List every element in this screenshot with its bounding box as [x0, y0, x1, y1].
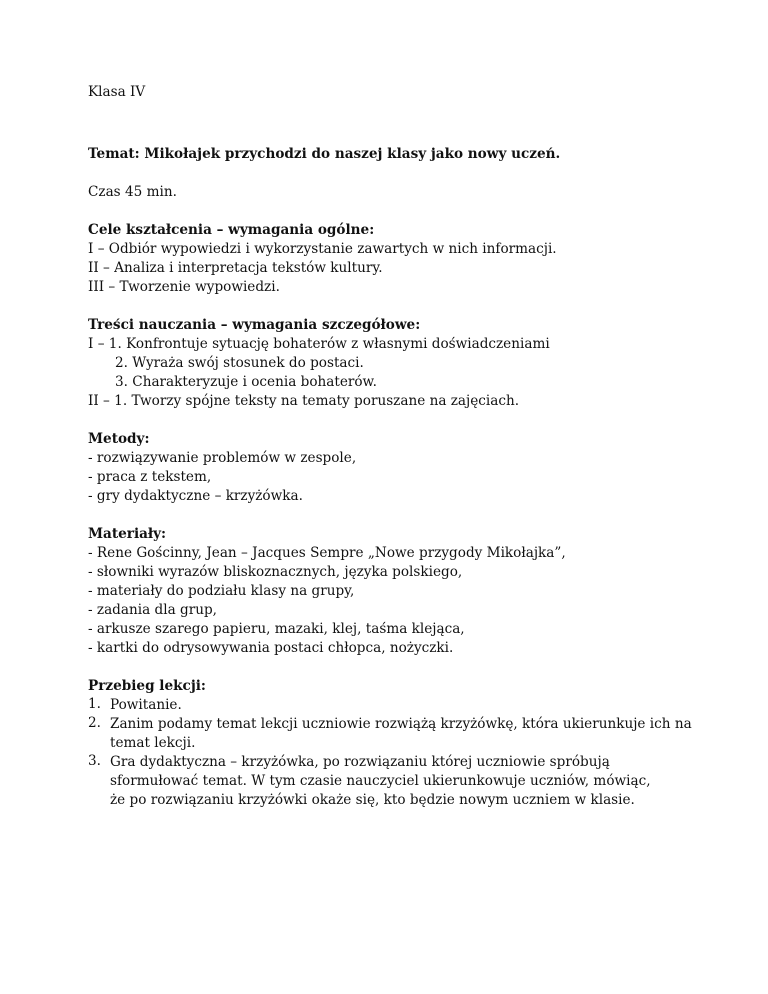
material-item: - materiały do podziału klasy na grupy, — [88, 583, 355, 599]
step-number: 3. — [88, 753, 101, 769]
lesson-section — [88, 677, 708, 810]
step-text: sformułować temat. W tym czasie nauczyciel ukierunkowuje uczniów, mówiąc, — [110, 773, 651, 789]
class-label: Klasa IV — [88, 84, 146, 100]
content-line: 2. Wyraża swój stosunek do postaci. — [115, 355, 364, 371]
document-body — [88, 83, 708, 810]
goal-item: II – Analiza i interpretacja tekstów kultury. — [88, 260, 383, 276]
materials-section — [88, 525, 708, 658]
goal-item: III – Tworzenie wypowiedzi. — [88, 279, 280, 295]
methods-heading: Metody: — [88, 431, 150, 447]
material-item: - arkusze szarego papieru, mazaki, klej, taśma klejąca, — [88, 621, 465, 637]
method-item: - gry dydaktyczne – krzyżówka. — [88, 488, 303, 504]
material-item: - słowniki wyrazów bliskoznacznych, języka polskiego, — [88, 564, 463, 580]
content-section — [88, 316, 708, 411]
lesson-time: Czas 45 min. — [88, 184, 177, 200]
goals-section — [88, 221, 708, 297]
material-item: - zadania dla grup, — [88, 602, 217, 618]
lesson-step — [88, 696, 708, 715]
lesson-heading: Przebieg lekcji: — [88, 678, 206, 694]
goal-item: I – Odbiór wypowiedzi i wykorzystanie zawartych w nich informacji. — [88, 241, 557, 257]
step-text: Gra dydaktyczna – krzyżówka, po rozwiązaniu której uczniowie spróbują — [110, 754, 610, 770]
step-text: Powitanie. — [110, 697, 182, 713]
materials-heading: Materiały: — [88, 526, 167, 542]
methods-section — [88, 430, 708, 506]
method-item: - praca z tekstem, — [88, 469, 212, 485]
content-line: 3. Charakteryzuje i ocenia bohaterów. — [115, 374, 377, 390]
content-heading: Treści nauczania – wymagania szczegółowe: — [88, 317, 421, 333]
lesson-step — [88, 753, 708, 810]
material-item: - kartki do odrysowywania postaci chłopca, nożyczki. — [88, 640, 454, 656]
lesson-step — [88, 715, 708, 753]
content-line: I – 1. Konfrontuje sytuację bohaterów z własnymi doświadczeniami — [88, 336, 550, 352]
step-text: temat lekcji. — [110, 735, 196, 751]
step-text: że po rozwiązaniu krzyżówki okaże się, kto będzie nowym uczniem w klasie. — [110, 792, 635, 808]
content-line: II – 1. Tworzy spójne teksty na tematy poruszane na zajęciach. — [88, 393, 520, 409]
method-item: - rozwiązywanie problemów w zespole, — [88, 450, 357, 466]
step-number: 1. — [88, 696, 101, 712]
material-item: - Rene Gościnny, Jean – Jacques Sempre „Nowe przygody Mikołajka”, — [88, 545, 566, 561]
step-number: 2. — [88, 715, 101, 731]
goals-heading: Cele kształcenia – wymagania ogólne: — [88, 222, 375, 238]
step-text: Zanim podamy temat lekcji uczniowie rozwiążą krzyżówkę, która ukierunkuje ich na — [110, 716, 692, 732]
lesson-topic: Temat: Mikołajek przychodzi do naszej klasy jako nowy uczeń. — [88, 146, 561, 162]
